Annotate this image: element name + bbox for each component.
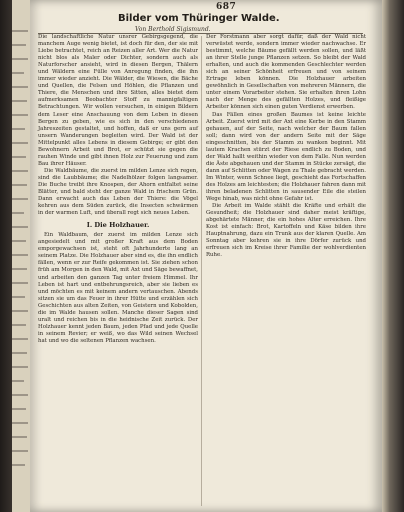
column-divider [201,36,202,506]
facing-page-edge [12,0,32,512]
paragraph: Die Arbeit im Walde stählt die Kräfte und erhält die Gesundheit; die Holzhauer sind daher meist kräftige, abgehärtete Männer, die ein hohes Alter erreichen. Ihre Kost ist einfach: Brot, Kartoffeln und Käse bilden ihre Hauptnahrung, dazu ein Trunk aus der klaren Quelle. Am Sonntag aber kehren sie in ihre Dörfer zurück und erfreuen sich im Kreise ihrer Familie der wohlverdienten Ruhe. [206,203,366,259]
paragraph: Die Waldbäume, die zuerst im milden Lenze sich regen, sind die Laubbäume; die Nadelhölzer folgen langsamer. Die Buche treibt ihre Knospen, der Ahorn entfaltet seine Blätter, und bald steht der ganze Wald in frischem Grün. Dann erwacht auch das Leben der Thiere: die Vögel kehren aus dem Süden zurück, die Insecten schwärmen in der warmen Luft, und überall regt sich neues Leben. [38,167,198,217]
paragraph: Das Fällen eines großen Baumes ist keine leichte Arbeit. Zuerst wird mit der Axt eine Kerbe in den Stamm gehauen, auf der Seite, nach welcher der Baum fallen soll; dann wird von der andern Seite mit der Säge eingeschnitten, bis der Stamm zu wanken beginnt. Mit lautem Krachen stürzt der Riese endlich zu Boden, und der Wald hallt weithin wieder von dem Falle. Nun werden die Äste abgehauen und der Stamm in Stücke zersägt, die dann auf Schlitten oder Wagen zu Thale gebracht werden. Im Winter, wenn Schnee liegt, geschieht das Fortschaffen des Holzes am leichtesten; die Holzhauer fahren dann mit ihren beladenen Schlitten in sausender Eile die steilen Wege hinab, was nicht ohne Gefahr ist. [206,111,366,203]
article-author: Von Berthold Sigismund. [135,26,211,33]
page-edge-shadow [382,0,404,512]
article-title: Bilder vom Thüringer Walde. [118,13,280,24]
section-heading: I. Die Holzhauer. [86,221,150,230]
text-column-left [38,34,198,345]
page-number: 687 [216,2,237,12]
text-column-right [206,34,366,260]
paragraph: Der Forstmann aber sorgt dafür, daß der Wald nicht verwüstet werde, sondern immer wieder nachwachse. Er bestimmt, welche Bäume gefällt werden sollen, und läßt an ihrer Stelle junge Pflanzen setzen. So bleibt der Wald erhalten, und auch die kommenden Geschlechter werden sich an seiner Schönheit erfreuen und von seinem Ertrage leben können. Die Holzhauer arbeiten gewöhnlich in Gesellschaften von mehreren Männern, die unter einem Vorarbeiter stehen. Sie erhalten ihren Lohn nach der Menge des gefällten Holzes, und fleißige Arbeiter können sich einen guten Verdienst erwerben. [206,34,366,111]
paragraph: Ein Waldbaum, der zuerst im milden Lenze sich angesiedelt und mit großer Kraft aus dem Boden emporgewachsen ist, steht oft Jahrhunderte lang an seinem Platze. Die Holzhauer aber sind es, die ihn endlich fällen, wenn er zur Reife gekommen ist. Sie ziehen schon früh am Morgen in den Wald, mit Axt und Säge bewaffnet, und arbeiten den ganzen Tag unter freiem Himmel. Ihr Leben ist hart und entbehrungsreich, aber sie lieben es und möchten es mit keinem andern vertauschen. Abends sitzen sie um das Feuer in ihrer Hütte und erzählen sich Geschichten aus alten Zeiten, von Geistern und Kobolden, die im Walde hausen sollen. Manche dieser Sagen sind uralt und reichen bis in die heidnische Zeit zurück. Der Holzhauer kennt jeden Baum, jeden Pfad und jede Quelle in seinem Revier; er weiß, wo das Wild seinen Wechsel hat und wo die seltenen Pflanzen wachsen. [38,232,198,344]
paragraph: Die landschaftliche Natur unsrer Gebirgsgegend, die manchem Auge wenig bietet, ist doch für den, der sie mit Liebe betrachtet, reich an Reizen aller Art. Wer die Natur nicht blos als Maler oder Dichter, sondern auch als Naturforscher ansieht, wird in diesen Bergen, Thälern und Wäldern eine Fülle von Anregung finden, die ihn immer wieder anzieht. Die Wälder, die Wiesen, die Bäche und Quellen, die Felsen und Höhlen, die Pflanzen und Thiere, die Menschen und ihre Sitten, alles bietet dem aufmerksamen Beobachter Stoff zu mannigfaltigen Betrachtungen. Wir wollen versuchen, in einigen Bildern dem Leser eine Anschauung von dem Leben in diesen Bergen zu geben, wie es sich in den verschiedenen Jahreszeiten gestaltet, und hoffen, daß er uns gern auf unsern Wanderungen begleiten wird. Der Wald ist der Mittelpunkt alles Lebens in diesem Gebirge; er gibt den Bewohnern Arbeit und Brot, er schützt sie gegen die rauhen Winde und gibt ihnen Holz zur Feuerung und zum Bau ihrer Häuser. [38,34,198,167]
